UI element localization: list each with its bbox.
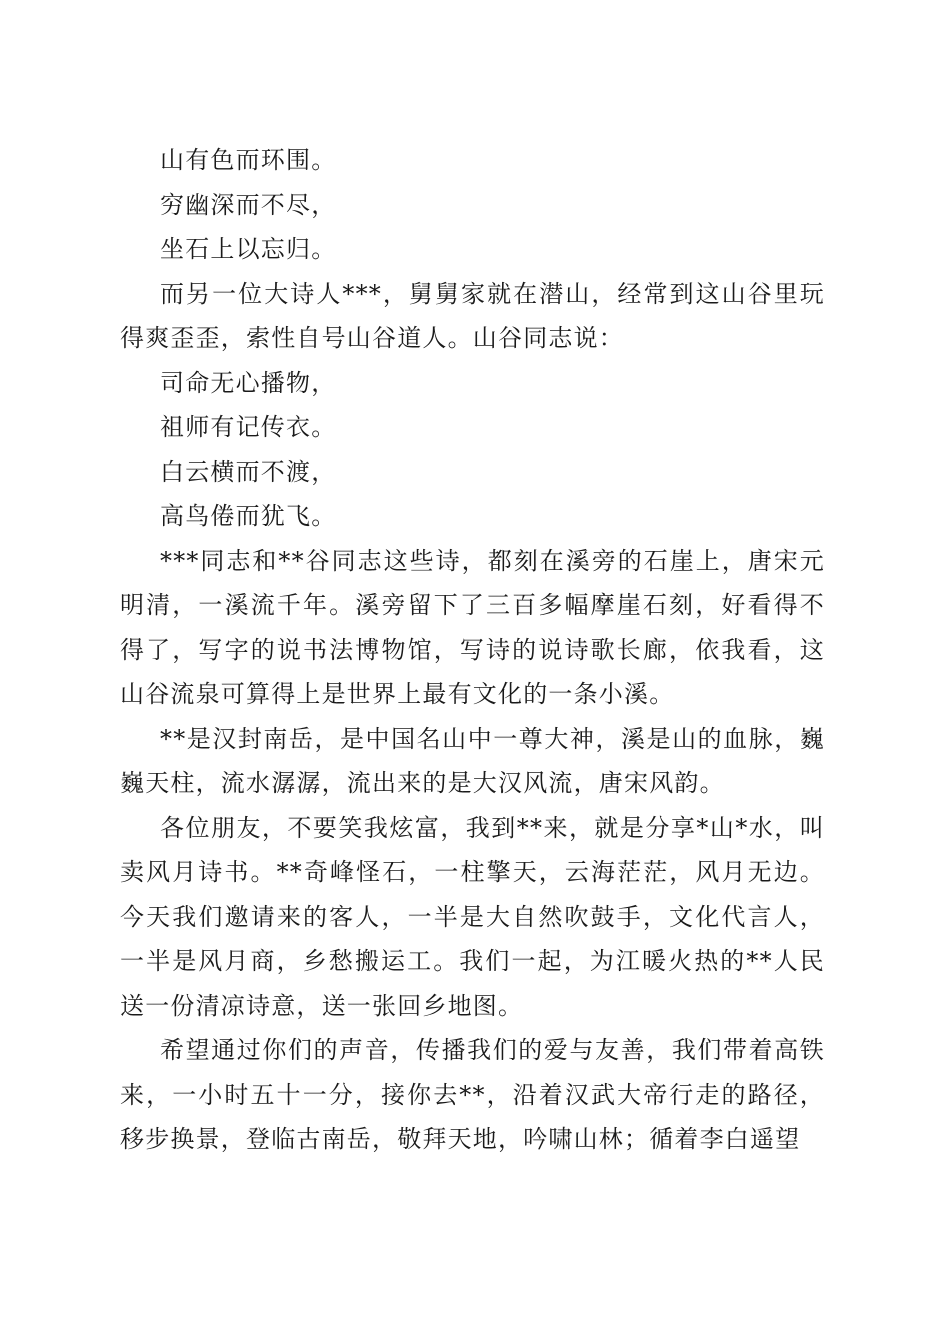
poem-line: 司命无心播物， xyxy=(160,368,337,397)
paragraph: 而另一位大诗人***，舅舅家就在潜山，经常到这山谷里玩得爽歪歪，索性自号山谷道人。山谷同志说： xyxy=(120,279,825,352)
paragraph: 各位朋友，不要笑我炫富，我到**来，就是分享*山*水，叫卖风月诗书。**奇峰怪石，一柱擎天，云海茫茫，风月无边。今天我们邀请来的客人，一半是大自然吹鼓手，文化代言人，一半是风月商，乡愁搬运工。我们一起，为江暖火热的**人民送一份清凉诗意，送一张回乡地图。 xyxy=(120,813,825,1020)
poem-line: 白云横而不渡， xyxy=(160,457,337,486)
document-body xyxy=(120,138,825,1162)
poem-line: 高鸟倦而犹飞。 xyxy=(160,502,337,530)
poem-line: 穷幽深而不尽， xyxy=(160,190,337,219)
poem-line: 坐石上以忘归。 xyxy=(160,235,337,263)
paragraph: ***同志和**谷同志这些诗，都刻在溪旁的石崖上，唐宋元明清，一溪流千年。溪旁留下了三百多幅摩崖石刻，好看得不得了，写字的说书法博物馆，写诗的说诗歌长廊，依我看，这山谷流泉可算得上是世界上最有文化的一条小溪。 xyxy=(120,546,825,708)
paragraph: 希望通过你们的声音，传播我们的爱与友善，我们带着高铁来，一小时五十一分，接你去**，沿着汉武大帝行走的路径，移步换景，登临古南岳，敬拜天地，吟啸山林；循着李白遥望 xyxy=(120,1036,825,1153)
paragraph: **是汉封南岳，是中国名山中一尊大神，溪是山的血脉，巍巍天柱，流水潺潺，流出来的是大汉风流，唐宋风韵。 xyxy=(120,724,825,797)
poem-line: 祖师有记传衣。 xyxy=(160,413,337,441)
poem-line: 山有色而环围。 xyxy=(160,146,337,174)
